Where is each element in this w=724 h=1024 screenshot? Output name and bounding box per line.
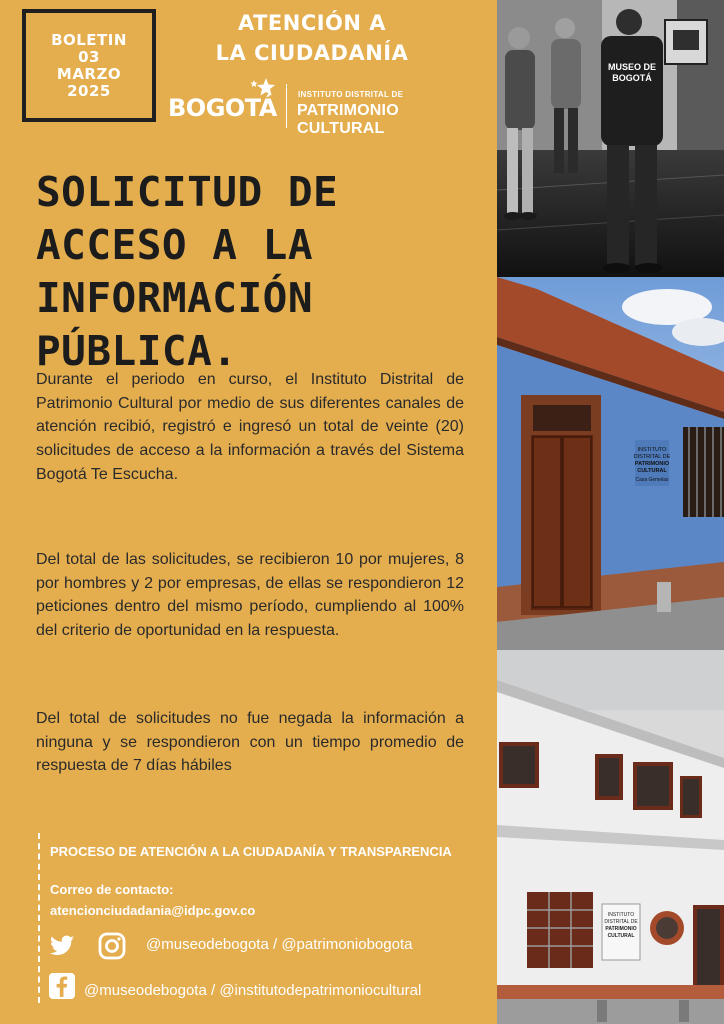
bogota-logo: BOGOTÁ xyxy=(168,94,277,122)
idpc-logo-line1: INSTITUTO DISTRITAL DE xyxy=(298,90,404,99)
instagram-icon[interactable] xyxy=(98,932,126,960)
paragraph-2: Del total de las solicitudes, se recibieron 10 por mujeres, 8 por hombres y 2 por empresas, de ellas se respondieron 12 peticiones dentro del mismo período, cumpliendo al 100% del criterio de oportunidad en la respuesta. xyxy=(36,551,464,640)
social-handles-2[interactable]: @museodebogota / @institutodepatrimoniocultural xyxy=(84,982,422,999)
boletin-label: BOLETIN xyxy=(51,30,127,49)
sign1-line2: DISTRITAL DE xyxy=(633,454,671,460)
sign1-sub: Casa Gemelas xyxy=(635,477,669,483)
vest-text-1: MUSEO DE xyxy=(607,62,657,72)
contact-label: Correo de contacto: xyxy=(50,882,174,897)
footer-divider xyxy=(38,833,40,1003)
social-handles-1[interactable]: @museodebogota / @patrimoniobogota xyxy=(146,936,413,953)
paragraph-1: Durante el periodo en curso, el Instituto Distrital de Patrimonio Cultural por medio de sus diferentes canales de atención recibió, registró e ingresó un total de veinte (20) solicitudes de acceso a la información a través del Sistema Bogotá Te Escucha. xyxy=(36,371,464,483)
header-title xyxy=(172,8,452,68)
paragraph-3: Del total de solicitudes no fue negada la información a ninguna y se respondieron con un tiempo promedio de respuesta de 7 días hábiles xyxy=(36,710,464,775)
header-title-line1: ATENCIÓN A xyxy=(237,11,387,35)
boletin-year: 2025 xyxy=(67,81,111,100)
boletin-month: MARZO xyxy=(56,64,122,83)
logos xyxy=(168,76,488,137)
logo-divider xyxy=(286,84,287,128)
facebook-icon[interactable] xyxy=(48,972,76,1000)
sign2-line1: INSTITUTO xyxy=(607,912,635,918)
photo-white-building xyxy=(497,650,724,1024)
title-line-3: INFORMACIÓN xyxy=(36,274,314,322)
sign2-line4: CULTURAL xyxy=(607,933,635,939)
photo-museum-visitors xyxy=(497,0,724,277)
boletin-box xyxy=(22,9,156,122)
title-line-4: PÚBLICA. xyxy=(36,327,238,375)
photo-colonial-house xyxy=(497,277,724,650)
boletin-number: 03 xyxy=(78,47,100,66)
sign2-line3: PATRIMONIO xyxy=(605,926,637,932)
vest-text-2: BOGOTÁ xyxy=(612,73,652,83)
sign1-line3: PATRIMONIO xyxy=(634,461,670,467)
star-icon xyxy=(248,76,278,102)
header-title-line2: LA CIUDADANÍA xyxy=(215,41,409,65)
page-title xyxy=(36,166,476,378)
title-line-1: SOLICITUD DE xyxy=(36,168,339,216)
process-title: PROCESO DE ATENCIÓN A LA CIUDADANÍA Y TRANSPARENCIA xyxy=(50,844,452,859)
idpc-logo-line2: PATRIMONIO CULTURAL xyxy=(297,102,399,137)
title-line-2: ACCESO A LA xyxy=(36,221,314,269)
sign1-line4: CULTURAL xyxy=(637,468,667,474)
sign1-line1: INSTITUTO xyxy=(637,447,667,453)
contact-email[interactable]: atencionciudadania@idpc.gov.co xyxy=(50,903,256,918)
sign2-line2: DISTRITAL DE xyxy=(604,919,638,925)
photo-column xyxy=(497,0,724,1024)
twitter-icon[interactable] xyxy=(48,932,76,960)
